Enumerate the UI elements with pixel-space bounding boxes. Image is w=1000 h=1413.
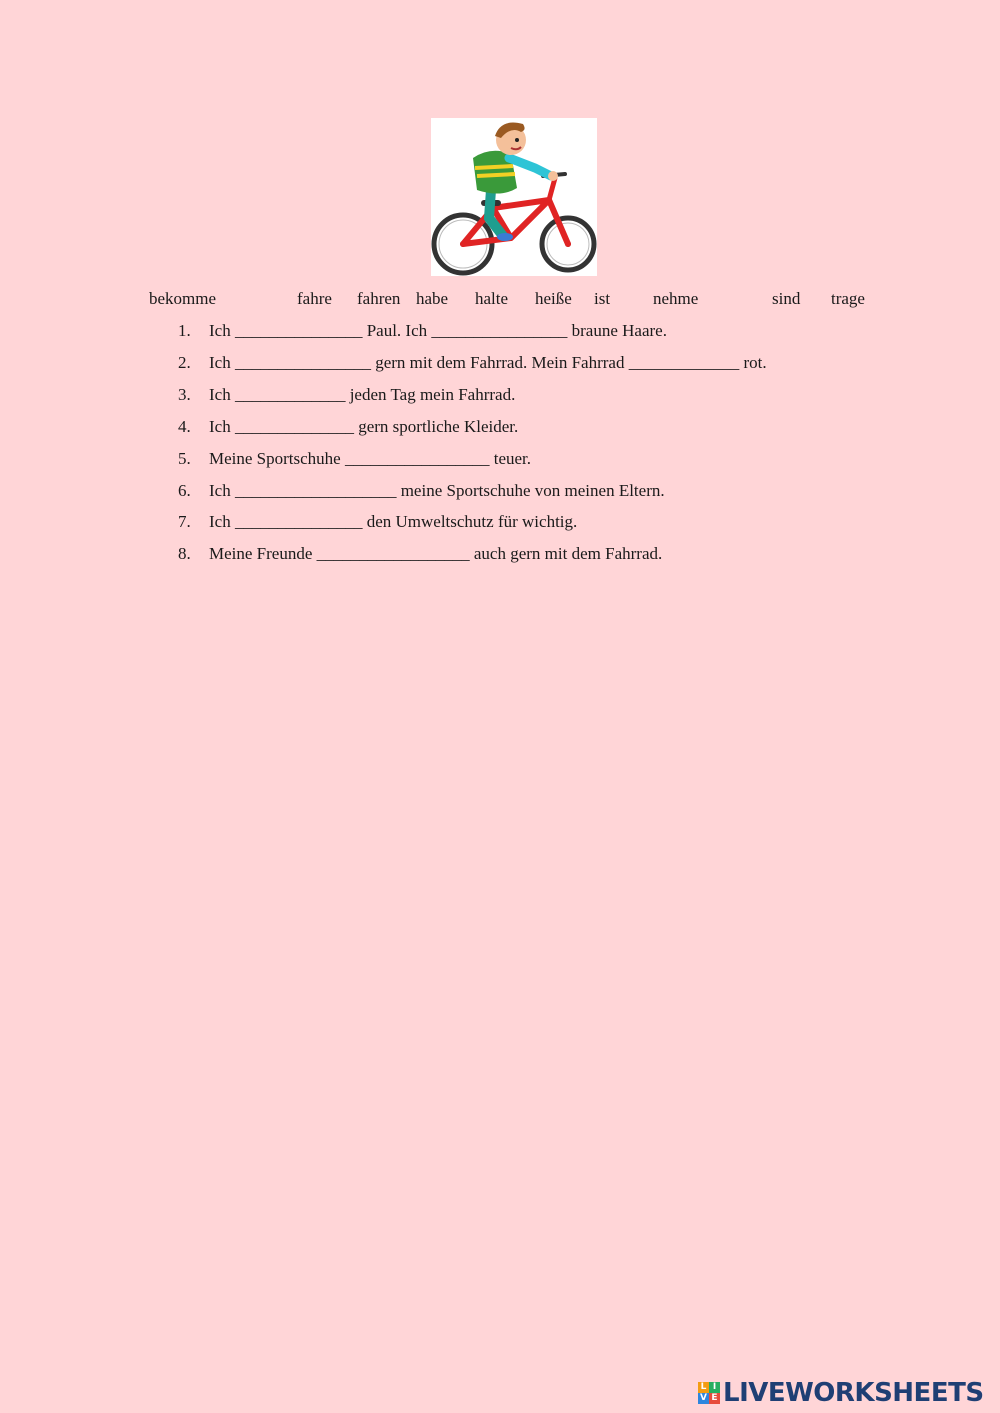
word-bank [0,288,1000,312]
exercise-number: 2. [178,353,191,372]
word-bank-item: fahren [357,289,401,308]
brand-name: LIVEWORKSHEETS [723,1378,984,1408]
exercise-item [178,384,515,406]
word-bank-item: ist [594,289,611,308]
exercise-number: 3. [178,385,191,404]
exercise-number: 5. [178,449,191,468]
exercise-item [178,320,667,342]
exercise-sentence: Meine Sportschuhe _________________ teuer. [209,449,532,468]
exercise-sentence: Ich ________________ gern mit dem Fahrrad. Mein Fahrrad _____________ rot. [209,353,767,372]
exercise-item [178,543,662,565]
exercise-item [178,511,577,533]
exercise-number: 6. [178,481,191,500]
boy-riding-bicycle-illustration [431,118,597,276]
exercise-item [178,352,767,374]
word-bank-item: trage [831,289,865,308]
exercise-item [178,416,518,438]
exercise-sentence: Ich _____________ jeden Tag mein Fahrrad. [209,385,516,404]
exercise-sentence: Ich ___________________ meine Sportschuhe von meinen Eltern. [209,481,665,500]
word-bank-item: halte [475,289,509,308]
liveworksheets-brand[interactable] [698,1377,984,1409]
word-bank-item: sind [772,289,801,308]
exercise-sentence: Ich ______________ gern sportliche Kleider. [209,417,519,436]
bicycle-icon [431,118,597,276]
exercise-number: 7. [178,512,191,531]
exercise-sentence: Meine Freunde __________________ auch gern mit dem Fahrrad. [209,544,663,563]
exercise-number: 1. [178,321,191,340]
word-bank-item: heiße [535,289,572,308]
exercise-sentence: Ich _______________ den Umweltschutz für wichtig. [209,512,578,531]
exercise-number: 8. [178,544,191,563]
exercise-item [178,448,531,470]
word-bank-item: nehme [653,289,699,308]
word-bank-item: fahre [297,289,332,308]
word-bank-item: bekomme [149,289,217,308]
word-bank-item: habe [416,289,449,308]
exercise-item [178,480,665,502]
exercise-number: 4. [178,417,191,436]
exercise-sentence: Ich _______________ Paul. Ich ________________ braune Haare. [209,321,667,340]
liveworksheets-logo-icon: L I V E [698,1382,720,1404]
